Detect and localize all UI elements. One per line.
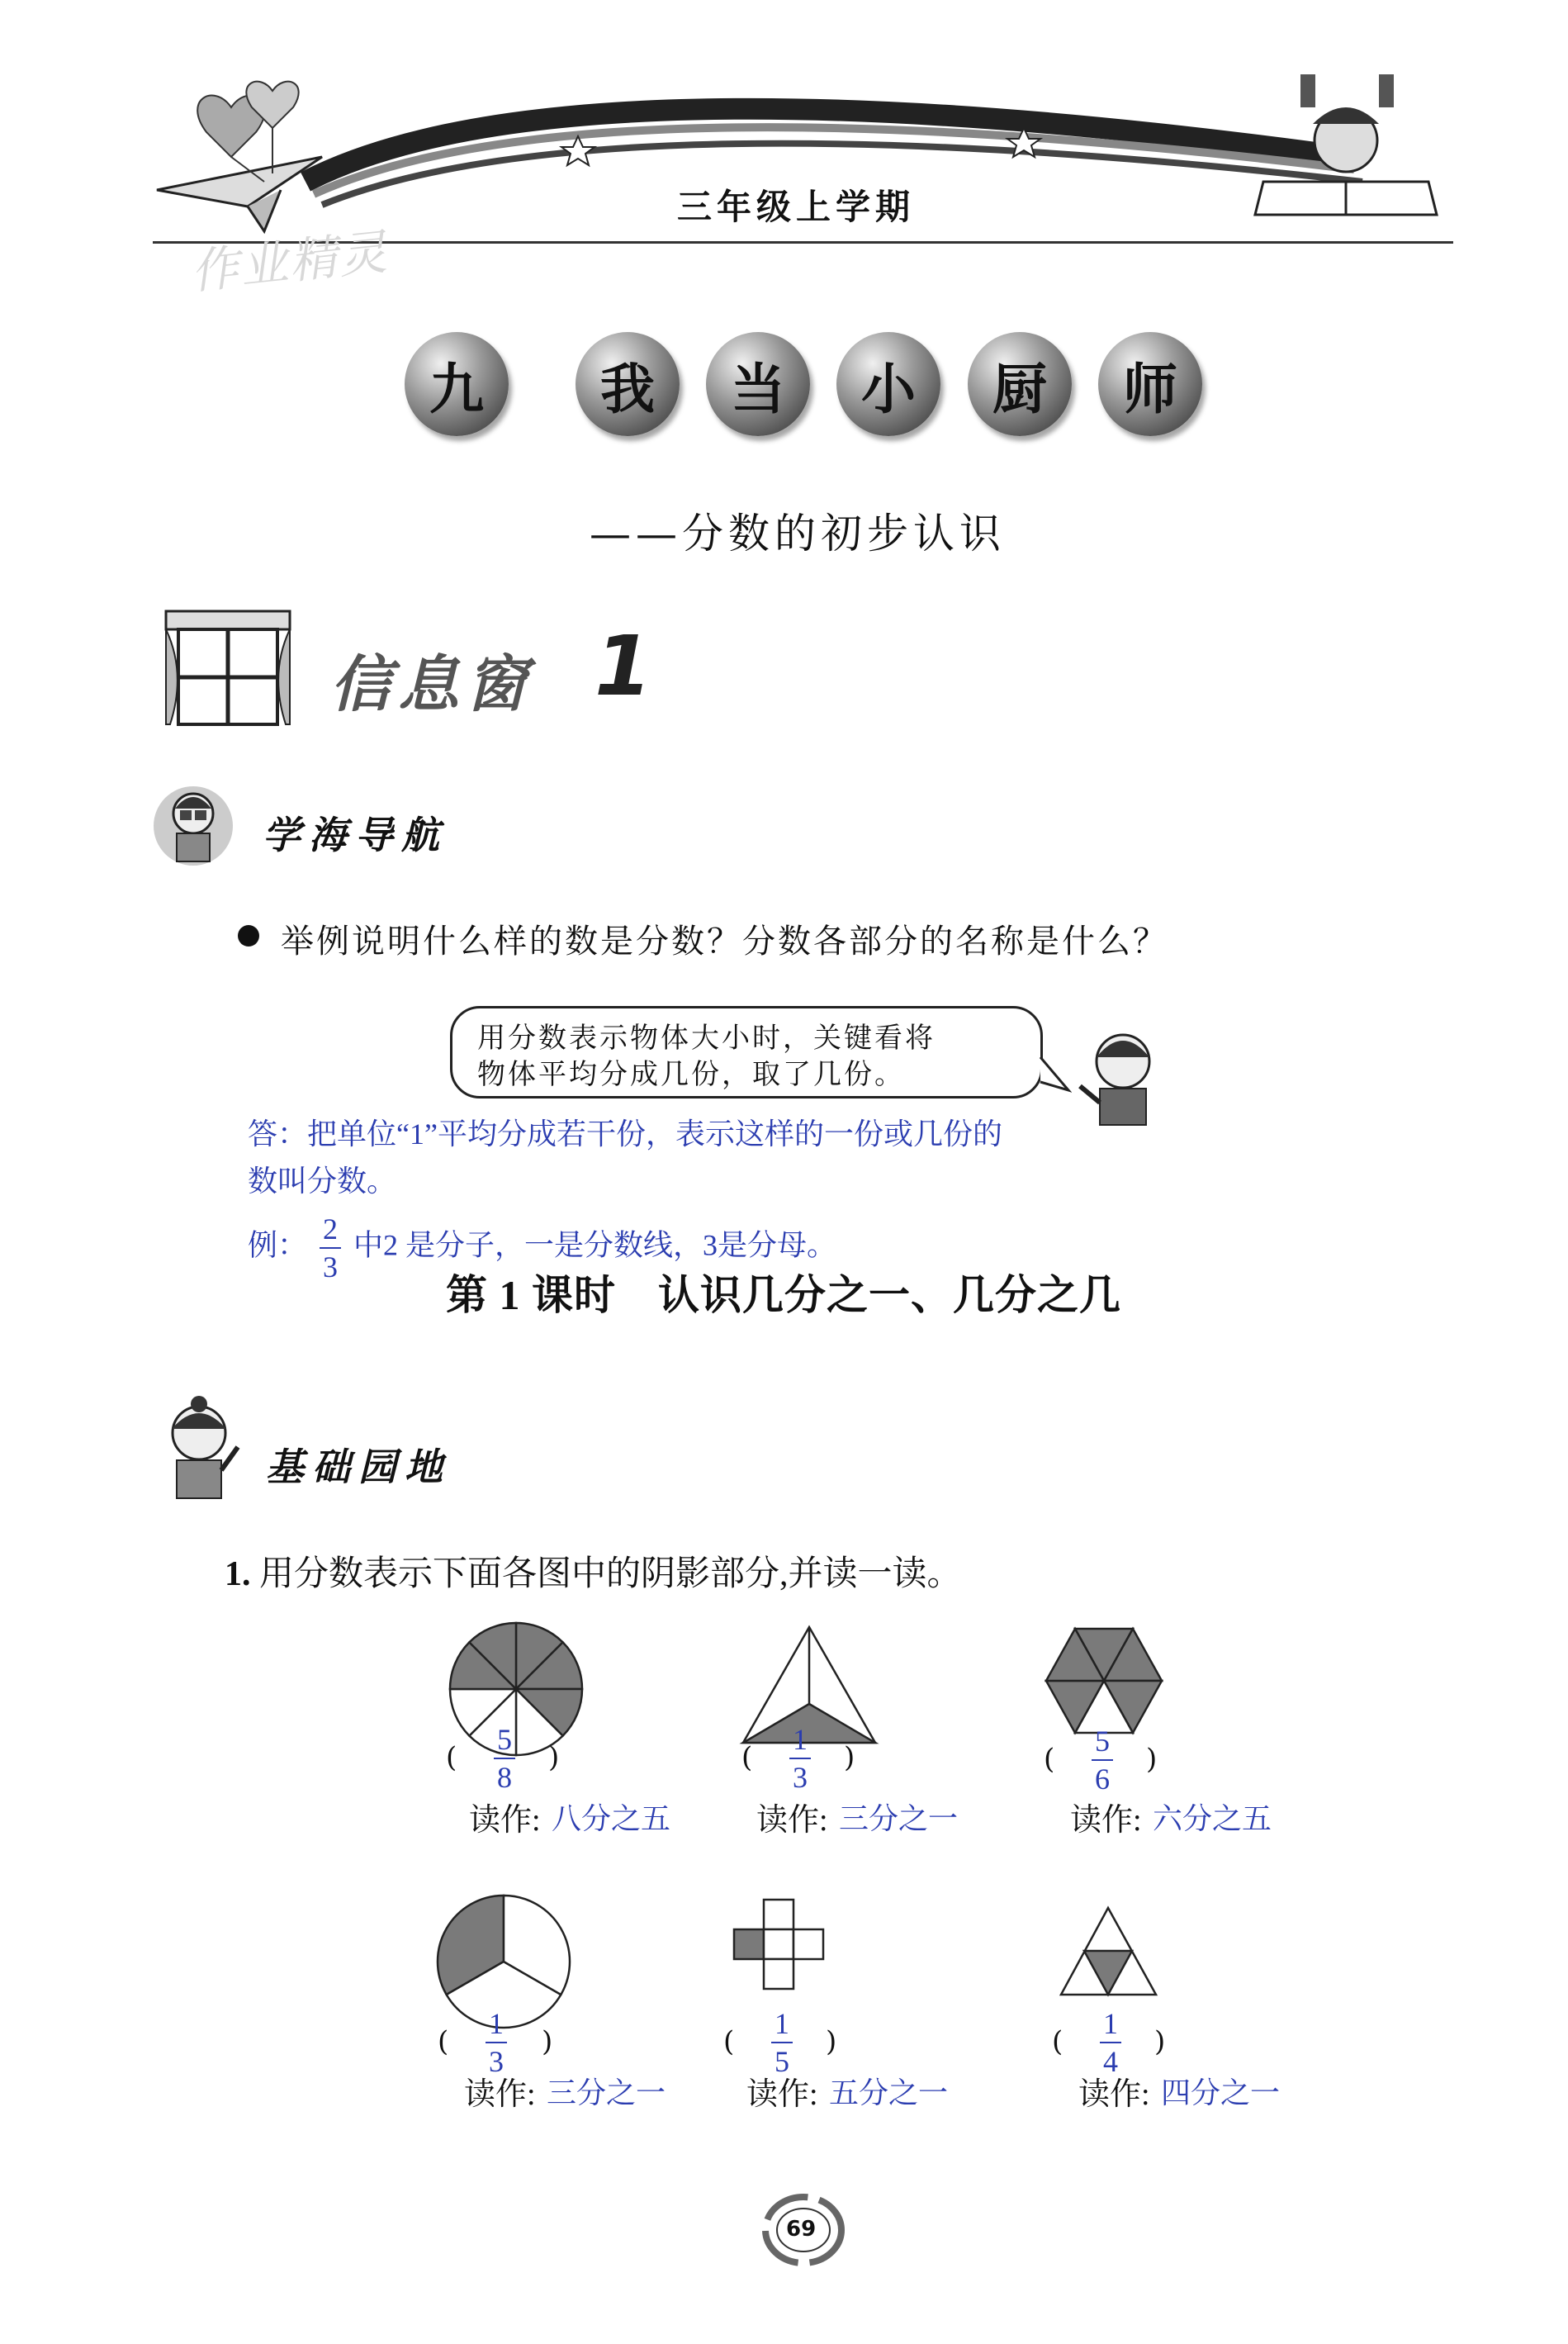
figure-answer-fraction <box>784 1725 816 1792</box>
fraction-denominator: 4 <box>1100 2042 1121 2076</box>
figure-answer-fraction <box>1087 1726 1118 1794</box>
paren-open: ( <box>1052 2025 1063 2058</box>
guide-question: 举例说明什么样的数是分数？分数各部分的名称是什么？ <box>281 923 1168 961</box>
chapter-title-char: 九 <box>405 332 509 436</box>
figure-reading: 四分之一 <box>1161 2076 1281 2109</box>
chapter-title-char: 厨 <box>968 332 1072 436</box>
fraction-numerator: 1 <box>775 2007 789 2040</box>
page-number: 69 <box>786 2217 817 2242</box>
paren-open: ( <box>438 2025 449 2058</box>
paren-close: ) <box>1146 1743 1158 1776</box>
paren-close: ) <box>542 2025 553 2058</box>
exercise-text: 用分数表示下面各图中的阴影部分,并读一读。 <box>259 1555 962 1593</box>
bubble-tail <box>1039 1057 1072 1098</box>
read-label: 读作: <box>1070 1803 1142 1838</box>
figure-answer-fraction <box>489 1725 520 1792</box>
fraction-numerator: 1 <box>489 2007 504 2040</box>
header-title: 三年级上学期 <box>677 187 916 227</box>
fraction-numerator: 1 <box>793 1723 808 1756</box>
chapter-title-char: 当 <box>706 332 810 436</box>
figure-cross-fifths <box>731 1896 830 1995</box>
fraction-denominator: 3 <box>486 2042 507 2076</box>
exercise-1 <box>225 1546 962 1596</box>
figure-answer-fraction <box>481 2009 512 2076</box>
paren-close: ) <box>844 1741 855 1774</box>
paren-open: ( <box>723 2025 735 2058</box>
bubble-line: 用分数表示物体大小时，关键看将 <box>477 1022 936 1055</box>
fraction-denominator: 3 <box>320 1247 341 1282</box>
fraction-numerator: 5 <box>1095 1725 1110 1758</box>
paren-open: ( <box>741 1741 753 1774</box>
lesson-title: 第 1 课时 认识几分之一、几分之几 <box>446 1272 1121 1318</box>
paren-close: ) <box>1154 2025 1166 2058</box>
girl-waving-icon <box>154 1396 244 1503</box>
section-guide-title: 学海导航 <box>263 813 448 857</box>
bubble-line: 物体平均分成几份，取了几份。 <box>477 1058 905 1091</box>
answer-example-prefix: 例： <box>248 1228 308 1262</box>
fraction-denominator: 5 <box>771 2042 793 2076</box>
read-label: 读作: <box>756 1803 828 1838</box>
example-fraction <box>320 1214 341 1282</box>
info-window-number: 1 <box>595 618 652 714</box>
chapter-title-char: 我 <box>576 332 680 436</box>
answer-example-suffix: 中2 是分子，一是分数线，3是分母。 <box>353 1228 837 1262</box>
figure-answer-fraction <box>1095 2009 1126 2076</box>
figure-triangle-quarters <box>1057 1904 1160 1999</box>
fraction-numerator: 1 <box>1103 2007 1118 2040</box>
paren-close: ) <box>548 1741 560 1774</box>
read-label: 读作: <box>464 2077 536 2112</box>
speech-bubble <box>450 1006 1043 1098</box>
exercise-number: 1. <box>225 1555 251 1593</box>
figure-answer-fraction <box>766 2009 798 2076</box>
section-basic-title: 基础园地 <box>266 1445 451 1489</box>
answer-line: 答：把单位“1”平均分成若干份，表示这样的一份或几份的 <box>248 1117 1002 1151</box>
watermark: 作业精灵 <box>187 223 391 301</box>
figure-reading: 六分之五 <box>1153 1802 1272 1835</box>
read-label: 读作: <box>469 1803 541 1838</box>
figure-reading: 五分之一 <box>829 2076 949 2109</box>
read-label: 读作: <box>1078 2077 1150 2112</box>
read-label: 读作: <box>746 2077 818 2112</box>
chapter-subtitle: ——分数的初步认识 <box>590 510 1006 558</box>
chapter-title-char: 小 <box>836 332 940 436</box>
bullet-dot <box>238 925 259 947</box>
figure-reading: 三分之一 <box>547 2076 666 2109</box>
answer-line: 数叫分数。 <box>248 1165 397 1198</box>
window-icon <box>162 607 294 731</box>
boy-binoculars-icon <box>152 781 234 871</box>
figure-reading: 三分之一 <box>839 1802 959 1835</box>
figure-reading: 八分之五 <box>552 1802 671 1835</box>
paren-open: ( <box>446 1741 457 1774</box>
fraction-denominator: 6 <box>1092 1759 1113 1794</box>
fraction-denominator: 8 <box>494 1758 515 1792</box>
paper-plane-icon <box>157 157 322 231</box>
fraction-numerator: 5 <box>497 1723 512 1756</box>
info-window-label: 信息窗 <box>330 649 533 720</box>
chapter-title-char: 师 <box>1098 332 1202 436</box>
fraction-numerator: 2 <box>323 1212 339 1246</box>
fraction-denominator: 3 <box>789 1758 811 1792</box>
paren-close: ) <box>826 2025 837 2058</box>
paren-open: ( <box>1044 1743 1055 1776</box>
boy-pointing-icon <box>1073 1024 1172 1132</box>
